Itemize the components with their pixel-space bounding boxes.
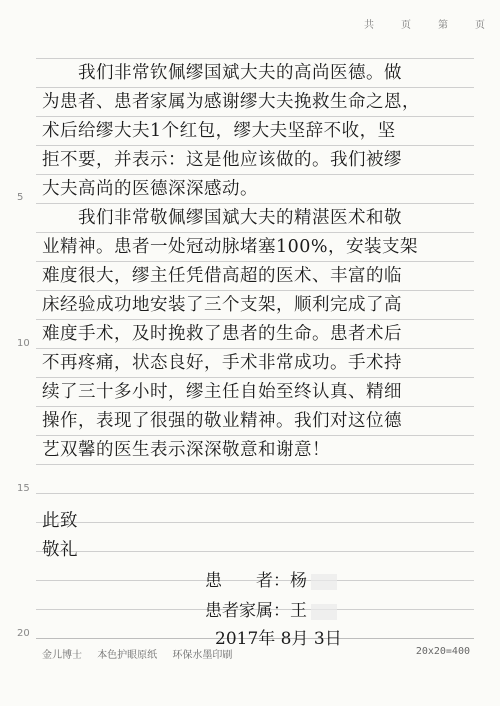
letter-line: 业精神。患者一处冠动脉堵塞100%，安装支架 [42,237,419,257]
letter-line: 我们非常敬佩缪国斌大夫的精湛医术和敬 [78,208,402,228]
ruling-line [36,232,474,233]
letter-line: 续了三十多小时，缪主任自始至终认真、精细 [42,382,402,402]
patient-signature-text: 患 者：杨 [205,571,307,591]
ruling-line [36,87,474,88]
letter-line: 术后给缪大夫1个红包，缪大夫坚辞不收，坚 [42,121,396,141]
ruling-line [36,493,474,494]
closing-line-1: 此致 [42,511,78,531]
redacted-name-mark [311,604,337,620]
ruling-line [36,58,474,59]
ruling-line [36,290,474,291]
letter-line: 大夫高尚的医德深深感动。 [42,179,258,199]
page-unit-label-2: 页 [475,20,486,31]
ruling-line [36,406,474,407]
family-signature [205,596,337,621]
signature-date: 2017年 8月 3日 [215,629,342,649]
patient-signature [205,566,337,591]
letter-line: 操作，表现了很强的敬业精神。我们对这位德 [42,411,402,431]
page-unit-label: 页 [401,20,412,31]
letter-line: 不再疼痛，状态良好，手术非常成功。手术持 [42,353,402,373]
page-number-label: 第 [438,20,449,31]
ruling-line [36,116,474,117]
ruling-line [36,319,474,320]
line-number-15: 15 [17,483,30,494]
ruling-line [36,261,474,262]
closing-line-2: 敬礼 [42,540,78,560]
letter-line: 艺双馨的医生表示深深敬意和谢意！ [42,440,330,460]
ruling-line [36,348,474,349]
letter-line: 我们非常钦佩缪国斌大夫的高尚医德。做 [78,63,402,83]
letter-line: 为患者、患者家属为感谢缪大夫挽救生命之恩， [42,92,420,112]
paper-footer [42,646,244,661]
page-total-label: 共 [364,20,375,31]
ruling-line [36,174,474,175]
line-number-5: 5 [17,192,24,203]
redacted-name-mark [311,574,337,590]
ruling-line [36,145,474,146]
page-counter [338,16,486,31]
ruling-line [36,464,474,465]
ruling-line [36,203,474,204]
ruling-line [36,377,474,378]
grid-spec: 20x20=400 [415,646,470,657]
paper-brand: 金儿博士 [42,650,82,661]
family-signature-text: 患者家属：王 [205,601,307,621]
paper-type: 本色护眼原纸 [97,650,158,661]
letter-line: 拒不要，并表示：这是他应该做的。我们被缪 [42,150,402,170]
ruling-line [36,435,474,436]
letter-line: 难度很大，缪主任凭借高超的医术、丰富的临 [42,266,402,286]
letter-line: 床经验成功地安装了三个支架，顺利完成了高 [42,295,402,315]
ink-type: 环保水墨印刷 [172,650,233,661]
line-number-10: 10 [17,338,30,349]
letter-line: 难度手术，及时挽救了患者的生命。患者术后 [42,324,402,344]
line-number-20: 20 [17,628,30,639]
